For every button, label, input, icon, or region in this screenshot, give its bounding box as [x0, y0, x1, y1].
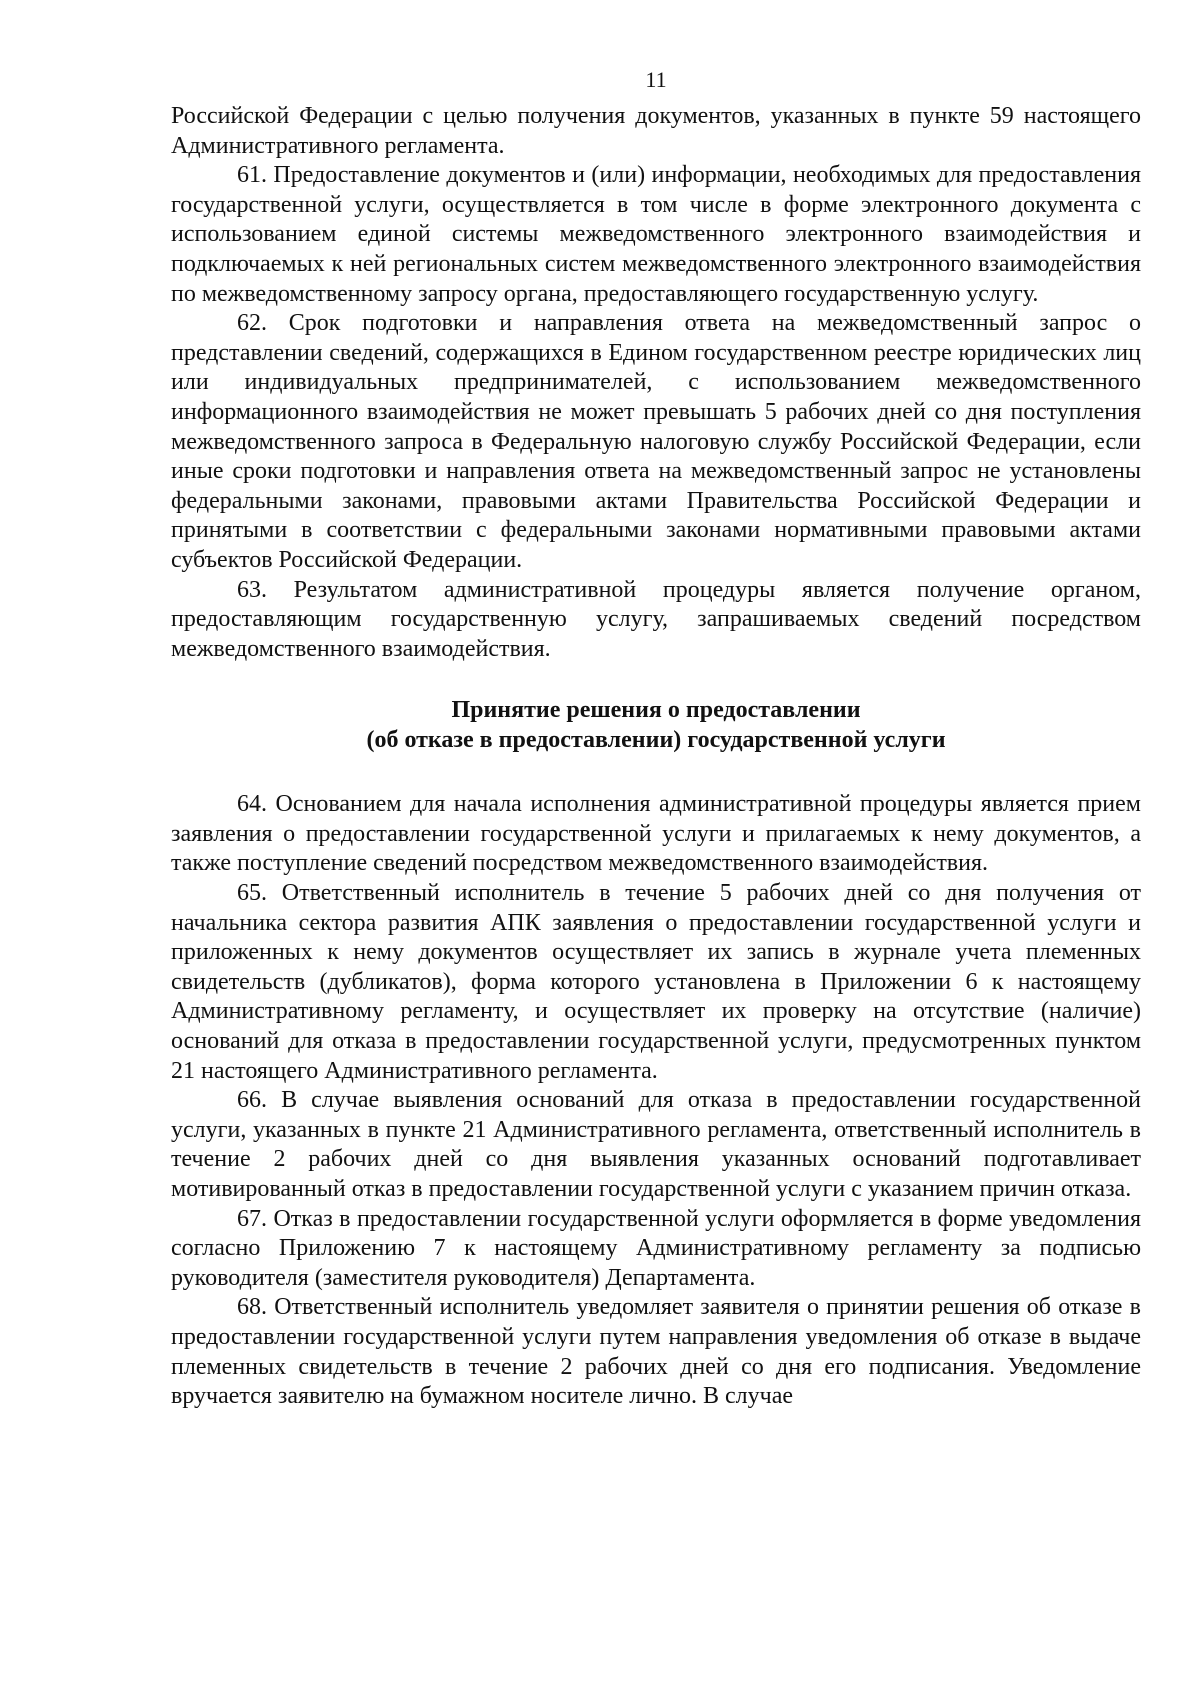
section-after-heading — [171, 790, 1141, 1411]
paragraph-67: 67. Отказ в предоставлении государственной услуги оформляется в форме уведомления согласно Приложению 7 к настоящему Административному регламенту за подписью руководителя (заместителя руководителя) Департамента. — [171, 1205, 1141, 1291]
paragraph-64: 64. Основанием для начала исполнения административной процедуры является прием заявления о предоставлении государственной услуги и прилагаемых к нему документов, а также поступление сведений посредством межведомственного взаимодействия. — [171, 791, 1141, 877]
paragraph-65: 65. Ответственный исполнитель в течение 5 рабочих дней со дня получения от начальника сектора развития АПК заявления о предоставлении государственной услуги и приложенных к нему документов осуществляет их запись в журнале учета племенных свидетельств (дубликатов), форма которого установлена в Приложении 6 к настоящему Административному регламенту, и осуществляет их проверку на отсутствие (наличие) оснований для отказа в предоставлении государственной услуги, предусмотренных пунктом 21 настоящего Административного регламента. — [171, 880, 1141, 1084]
paragraph-66: 66. В случае выявления оснований для отказа в предоставлении государственной услуги, указанных в пункте 21 Административного регламента, ответственный исполнитель в течение 2 рабочих дней со дня выявления указанных оснований подготавливает мотивированный отказ в предоставлении государственной услуги с указанием причин отказа. — [171, 1087, 1141, 1202]
paragraph-continuation: Российской Федерации с целью получения документов, указанных в пункте 59 настоящего Административного регламента. — [171, 103, 1141, 159]
paragraph-61: 61. Предоставление документов и (или) информации, необходимых для предоставления государственной услуги, осуществляется в том числе в форме электронного документа с использованием единой системы межведомственного электронного взаимодействия и подключаемых к ней региональных систем межведомственного электронного взаимодействия по межведомственному запросу органа, предоставляющего государственную услугу. — [171, 162, 1141, 307]
paragraph-68: 68. Ответственный исполнитель уведомляет заявителя о принятии решения об отказе в предоставлении государственной услуги путем направления уведомления об отказе в выдаче племенных свидетельств в течение 2 рабочих дней со дня его подписания. Уведомление вручается заявителю на бумажном носителе лично. В случае — [171, 1294, 1141, 1410]
section-heading — [171, 695, 1141, 755]
page-number: 11 — [645, 67, 667, 92]
document-page — [171, 66, 1141, 1412]
section-heading-line-2: (об отказе в предоставлении) государственной услуги — [366, 727, 946, 754]
section-heading-line-1: Принятие решения о предоставлении — [451, 697, 861, 724]
section-before-heading — [171, 102, 1141, 664]
paragraph-63: 63. Результатом административной процедуры является получение органом, предоставляющим государственную услугу, запрашиваемых сведений посредством межведомственного взаимодействия. — [171, 576, 1141, 662]
paragraph-62: 62. Срок подготовки и направления ответа на межведомственный запрос о представлении сведений, содержащихся в Едином государственном реестре юридических лиц или индивидуальных предпринимателей, с использованием межведомственного информационного взаимодействия не может превышать 5 рабочих дней со дня поступления межведомственного запроса в Федеральную налоговую службу Российской Федерации, если иные сроки подготовки и направления ответа на межведомственный запрос не установлены федеральными законами, правовыми актами Правительства Российской Федерации и принятыми в соответствии с федеральными законами нормативными правовыми актами субъектов Российской Федерации. — [171, 310, 1141, 573]
